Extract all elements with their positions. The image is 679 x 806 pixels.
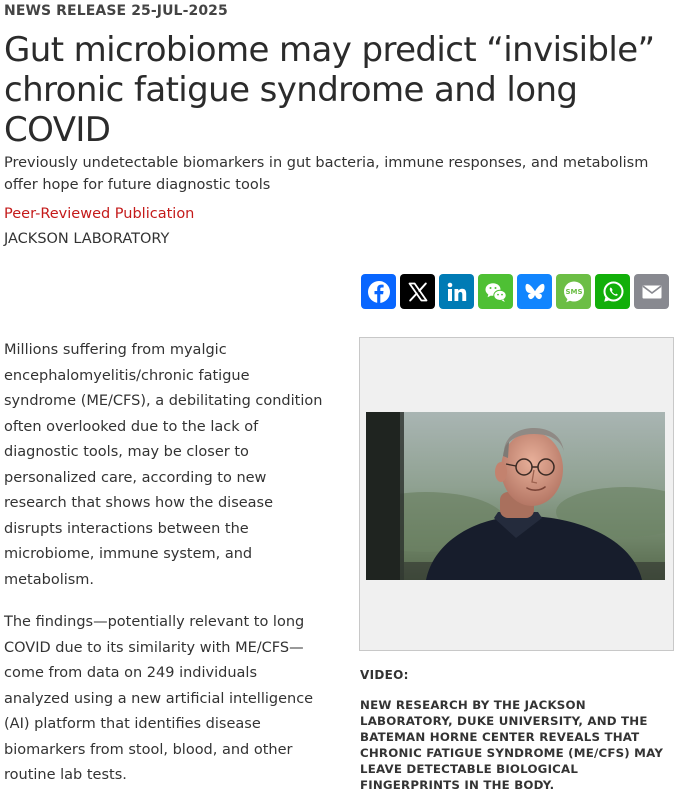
share-sms-button[interactable] bbox=[556, 274, 591, 309]
peer-reviewed-link[interactable]: Peer-Reviewed Publication bbox=[4, 206, 195, 222]
share-bluesky-button[interactable] bbox=[517, 274, 552, 309]
subheadline: Previously undetectable biomarkers in gut bacteria, immune responses, and metabolism offer hope for future diagnostic tools bbox=[4, 155, 649, 193]
whatsapp-icon bbox=[600, 279, 626, 305]
page-title: Gut microbiome may predict “invisible” chronic fatigue syndrome and long COVID bbox=[4, 30, 655, 150]
article-body bbox=[4, 338, 324, 806]
media-type-label: VIDEO: bbox=[360, 668, 409, 682]
facebook-icon bbox=[366, 279, 392, 305]
wechat-icon bbox=[483, 279, 509, 305]
share-whatsapp-button[interactable] bbox=[595, 274, 630, 309]
release-date: 25-JUL-2025 bbox=[131, 3, 228, 19]
body-paragraph: Millions suffering from myalgic encephalomyelitis/chronic fatigue syndrome (ME/CFS), a debilitating condition often overlooked due to the lack of diagnostic tools, may be closer to personalized care, according to new research that shows how the disease disrupts interactions between the microbiome, immune system, and metabolism. bbox=[4, 342, 323, 588]
share-wechat-button[interactable] bbox=[478, 274, 513, 309]
share-facebook-button[interactable] bbox=[361, 274, 396, 309]
x-icon bbox=[405, 279, 431, 305]
institution-name: JACKSON LABORATORY bbox=[4, 231, 170, 247]
share-linkedin-button[interactable] bbox=[439, 274, 474, 309]
body-paragraph: The findings—potentially relevant to long COVID due to its similarity with ME/CFS—come from data on 249 individuals analyzed using a new artificial intelligence (AI) platform that identifies disease biomarkers from stool, blood, and other routine lab tests. bbox=[4, 614, 314, 783]
video-container bbox=[359, 337, 674, 651]
share-x-button[interactable] bbox=[400, 274, 435, 309]
bluesky-icon bbox=[522, 279, 548, 305]
share-email-button[interactable] bbox=[634, 274, 669, 309]
linkedin-icon bbox=[444, 279, 470, 305]
email-icon bbox=[639, 279, 665, 305]
sms-icon bbox=[561, 279, 587, 305]
news-release-date bbox=[4, 3, 228, 19]
video-caption: NEW RESEARCH BY THE JACKSON LABORATORY, DUKE UNIVERSITY, AND THE BATEMAN HORNE CENTER REVEALS THAT CHRONIC FATIGUE SYNDROME (ME/CFS) MAY LEAVE DETECTABLE BIOLOGICAL FINGERPRINTS IN THE BODY. bbox=[360, 698, 664, 792]
portrait-image bbox=[366, 412, 665, 580]
sms-icon-text: SMS bbox=[564, 287, 583, 296]
share-bar bbox=[361, 274, 669, 309]
release-label: NEWS RELEASE bbox=[4, 3, 127, 19]
video-thumbnail[interactable] bbox=[366, 412, 665, 580]
